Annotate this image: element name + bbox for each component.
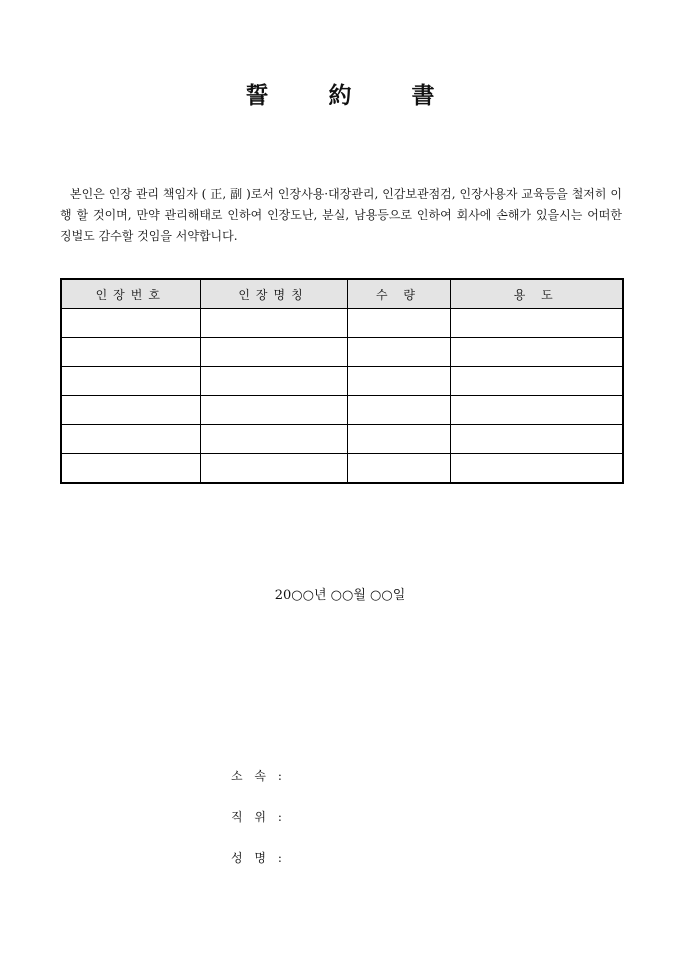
table-row [61, 396, 623, 425]
table-row [61, 309, 623, 338]
seal-number-cell[interactable] [61, 396, 200, 425]
purpose-cell[interactable] [450, 425, 623, 454]
header-seal-name: 인장명칭 [200, 279, 347, 309]
seal-name-cell[interactable] [200, 454, 347, 484]
position-field[interactable] [292, 808, 492, 849]
purpose-cell[interactable] [450, 338, 623, 367]
pledge-paragraph: 본인은 인장 관리 책임자 ( 正, 副 )로서 인장사용·대장관리, 인감보관점검, 인장사용자 교육등을 철저히 이행 할 것이며, 만약 관리해태로 인하여 인장도난, 분실, 남용등으로 인하여 회사에 손해가 있을시는 어떠한 징벌도 감수할 것임을 서약합니다. [60, 187, 622, 243]
position-row [231, 808, 492, 849]
affiliation-row [231, 767, 492, 808]
table-header-row [61, 279, 623, 309]
affiliation-label: 소 속 : [231, 769, 286, 783]
purpose-cell[interactable] [450, 396, 623, 425]
name-field[interactable] [292, 849, 492, 890]
seal-number-cell[interactable] [61, 454, 200, 484]
seal-number-cell[interactable] [61, 309, 200, 338]
seal-number-cell[interactable] [61, 338, 200, 367]
purpose-cell[interactable] [450, 367, 623, 396]
quantity-cell[interactable] [347, 338, 450, 367]
seal-name-cell[interactable] [200, 367, 347, 396]
seal-name-cell[interactable] [200, 425, 347, 454]
purpose-cell[interactable] [450, 454, 623, 484]
table-row [61, 454, 623, 484]
seal-name-cell[interactable] [200, 396, 347, 425]
table-row [61, 367, 623, 396]
pledge-date: 20○○년 ○○월 ○○일 [274, 588, 406, 603]
header-seal-number: 인장번호 [61, 279, 200, 309]
affiliation-field[interactable] [292, 767, 492, 808]
seal-number-cell[interactable] [61, 425, 200, 454]
seal-table [60, 278, 624, 484]
header-quantity: 수 량 [347, 279, 450, 309]
purpose-cell[interactable] [450, 309, 623, 338]
seal-number-cell[interactable] [61, 367, 200, 396]
seal-name-cell[interactable] [200, 309, 347, 338]
seal-name-cell[interactable] [200, 338, 347, 367]
signature-block [231, 767, 492, 890]
header-purpose: 용 도 [450, 279, 623, 309]
quantity-cell[interactable] [347, 454, 450, 484]
position-label: 직 위 : [231, 810, 286, 824]
table-row [61, 338, 623, 367]
table-row [61, 425, 623, 454]
name-row [231, 849, 492, 890]
name-label: 성 명 : [231, 851, 286, 865]
quantity-cell[interactable] [347, 367, 450, 396]
quantity-cell[interactable] [347, 425, 450, 454]
quantity-cell[interactable] [347, 309, 450, 338]
quantity-cell[interactable] [347, 396, 450, 425]
document-title: 誓 約 書 [245, 82, 461, 109]
